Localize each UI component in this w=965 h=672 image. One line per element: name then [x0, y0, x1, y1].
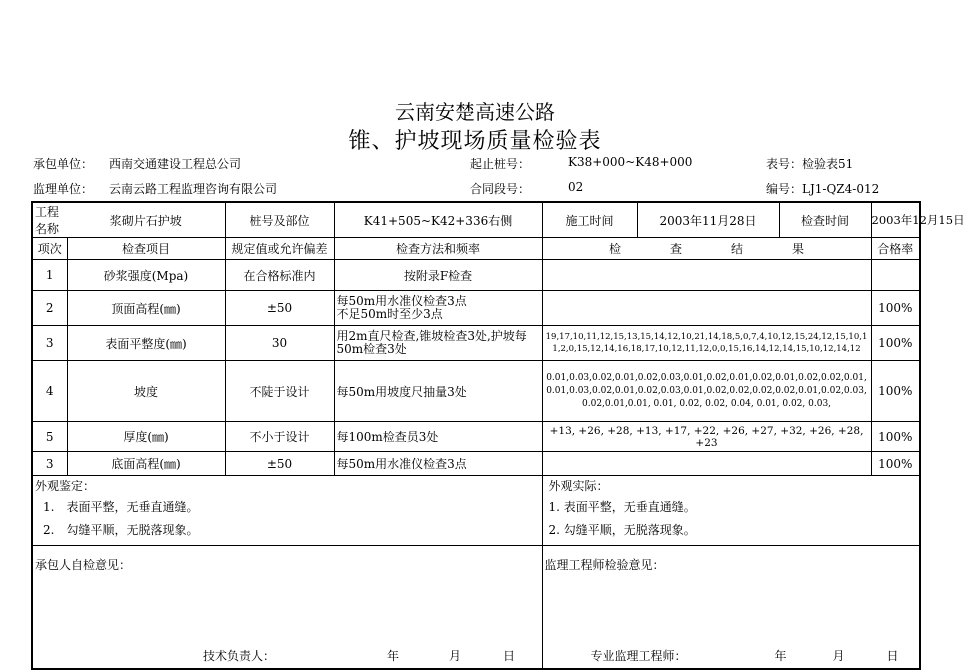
form-number: 表号：检验表51 — [766, 157, 854, 171]
row-rate: 100% — [871, 361, 920, 422]
check-time-label: 检查时间 — [779, 202, 871, 238]
row-item: 底面高程(㎜) — [67, 452, 225, 476]
contractor-opinion-label: 承包人自检意见： — [35, 558, 132, 572]
header-rate: 合格率 — [871, 238, 920, 260]
appearance-right-label: 外观实际： — [548, 479, 609, 493]
appearance-left-label: 外观鉴定： — [35, 479, 96, 493]
header-result — [542, 238, 871, 260]
supervisor-label: 监理单位： — [33, 182, 94, 196]
row-method: 每50m用坡度尺抽量3处 — [334, 361, 542, 422]
row-no: 2 — [32, 291, 67, 326]
supervising-engineer-label: 专业监理工程师： — [590, 649, 687, 663]
appearance-row — [32, 476, 920, 546]
row-spec: 30 — [225, 326, 334, 361]
supervisor-opinion-label: 监理工程师检验意见： — [544, 558, 665, 572]
sign-year-right: 年 — [774, 649, 787, 663]
project-value: 浆砌片石护坡 — [67, 202, 225, 238]
table-row — [32, 326, 920, 361]
row-rate: 100% — [871, 326, 920, 361]
row-result — [542, 291, 871, 326]
location-label: 桩号及部位 — [225, 202, 334, 238]
contractor-label: 承包单位： — [33, 157, 94, 171]
table-row — [32, 452, 920, 476]
header-method: 检查方法和频率 — [334, 238, 542, 260]
row-item: 砂浆强度(Mpa) — [67, 260, 225, 291]
row-item: 顶面高程(㎜) — [67, 291, 225, 326]
sign-month-left: 月 — [449, 649, 462, 663]
signature-left — [32, 546, 542, 670]
row-method: 每100m检查员3处 — [334, 422, 542, 452]
row-spec: 在合格标准内 — [225, 260, 334, 291]
appearance-right — [542, 476, 920, 546]
title-line-2: 锥、护坡现场质量检验表 — [348, 129, 602, 154]
row-spec: ±50 — [225, 291, 334, 326]
table-header-row — [32, 238, 920, 260]
row-result: 19,17,10,11,12,15,13,15,14,12,10,21,14,18,5,0,7,4,10,12,15,24,12,15,10,11,2,0,15,12,14,16,18,17,10,12,11,12,0,0,15,16,14,12,14,15,10,12,14,12 — [542, 326, 871, 361]
supervisor-value: 云南云路工程监理咨询有限公司 — [109, 182, 278, 196]
sign-day-right: 日 — [886, 649, 899, 663]
appearance-left — [32, 476, 542, 546]
header-item: 检查项目 — [67, 238, 225, 260]
location-value: K41+505~K42+336右侧 — [334, 202, 542, 238]
row-method: 每50m用水准仪检查3点 — [334, 452, 542, 476]
appearance-right-line-1: 1. 表面平整，无垂直通缝。 — [548, 500, 696, 514]
header-result-char-3: 结 — [730, 242, 743, 256]
row-method: 用2m直尺检查,锥坡检查3处,护坡每50m检查3处 — [334, 326, 542, 361]
sign-month-right: 月 — [832, 649, 845, 663]
table-row — [32, 260, 920, 291]
contractor-value: 西南交通建设工程总公司 — [109, 157, 242, 171]
row-no: 1 — [32, 260, 67, 291]
project-label: 工程名称 — [32, 202, 67, 238]
row-no: 4 — [32, 361, 67, 422]
signature-right — [542, 546, 920, 670]
row-spec: 不陡于设计 — [225, 361, 334, 422]
station-label: 起止桩号： — [470, 157, 531, 171]
appearance-left-line-1: 1. 表面平整，无垂直通缝。 — [43, 500, 199, 514]
title-line-1: 云南安楚高速公路 — [395, 100, 555, 124]
row-rate: 100% — [871, 452, 920, 476]
row-rate: 100% — [871, 291, 920, 326]
appearance-right-line-2: 2. 勾缝平顺，无脱落现象。 — [548, 523, 696, 537]
row-spec: ±50 — [225, 452, 334, 476]
header-result-char-2: 查 — [669, 242, 682, 256]
appearance-left-line-2: 2. 勾缝平顺，无脱落现象。 — [43, 523, 199, 537]
row-spec: 不小于设计 — [225, 422, 334, 452]
row-result: 0.01,0.03,0.02,0.01,0.02,0.03,0.01,0.02,0.01,0.02,0.01,0.02,0.02,0.01,0.01,0.03,0.02,0.01,0.02,0.03,0.01,0.02,0.02,0.02,0.02,0.01,0.02,0.03,0.02,0.01,0.01, 0.01, 0.02, 0.02, 0.04, 0.01, 0.02, 0.03, — [542, 361, 871, 422]
signature-row — [32, 546, 920, 670]
header-result-char-1: 检 — [608, 242, 621, 256]
row-rate: 100% — [871, 422, 920, 452]
row-result — [542, 452, 871, 476]
table-row — [32, 291, 920, 326]
row-no: 3 — [32, 326, 67, 361]
row-item: 厚度(㎜) — [67, 422, 225, 452]
header-no: 项次 — [32, 238, 67, 260]
contract-value: 02 — [568, 180, 584, 194]
contract-label: 合同段号： — [470, 182, 531, 196]
station-value: K38+000~K48+000 — [568, 155, 693, 169]
row-result: +13, +26, +28, +13, +17, +22, +26, +27, +32, +26, +28, +23 — [542, 422, 871, 452]
header-spec: 规定值或允许偏差 — [225, 238, 334, 260]
row-no: 5 — [32, 422, 67, 452]
construct-time-label: 施工时间 — [542, 202, 637, 238]
sign-year-left: 年 — [387, 649, 400, 663]
table-row — [32, 361, 920, 422]
header-result-char-4: 果 — [791, 242, 804, 256]
row-item: 坡度 — [67, 361, 225, 422]
row-method: 按附录F检查 — [334, 260, 542, 291]
technical-lead-label: 技术负责人： — [203, 649, 276, 663]
serial-number: 编号：LJ1-QZ4-012 — [766, 182, 880, 196]
inspection-table — [31, 201, 965, 670]
row-item: 表面平整度(㎜) — [67, 326, 225, 361]
check-time-value: 2003年12月15日 — [871, 202, 920, 238]
table-row — [32, 202, 920, 238]
row-rate — [871, 260, 920, 291]
construct-time-value: 2003年11月28日 — [637, 202, 779, 238]
row-result — [542, 260, 871, 291]
row-method: 每50m用水准仪检查3点 不足50m时至少3点 — [334, 291, 542, 326]
table-row — [32, 422, 920, 452]
sign-day-left: 日 — [503, 649, 516, 663]
row-no: 3 — [32, 452, 67, 476]
